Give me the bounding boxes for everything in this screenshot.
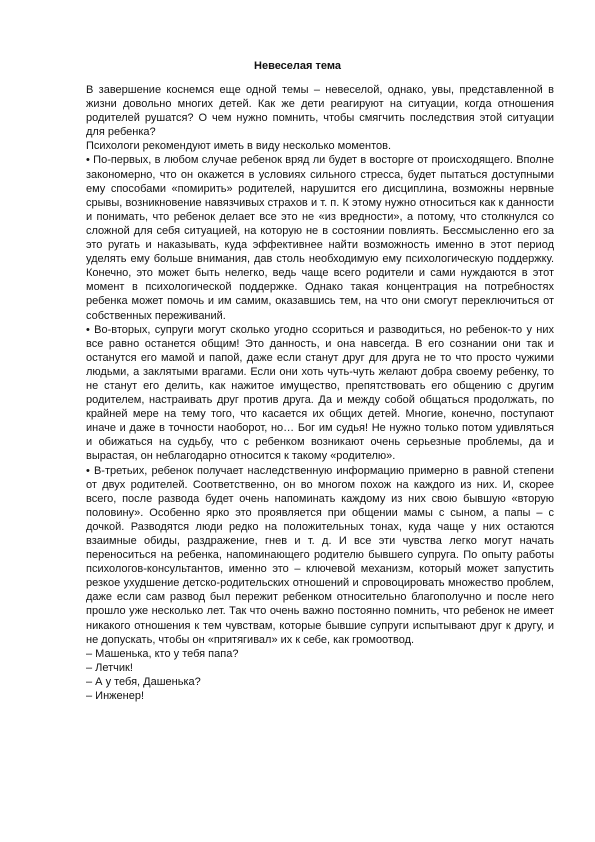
- paragraph-first-point: • По-первых, в любом случае ребенок вряд ли будет в восторге от происходящего. Вполне закономерно, что он окажется в условиях сильного стресса, будет пытаться доступными ему способами «помирить» родителей, нарушится его дисциплина, возможны нервные срывы, возникновение навязчивых страхов и т. п. К этому нужно относиться как к данности и понимать, что ребенок делает все это не «из вредности», а потому, что столкнулся со сложной для себя ситуацией, на которую не в состоянии повлиять. Бессмысленно его за это ругать и наказывать, куда эффективнее найти возможность именно в этот период уделять ему больше внимания, дав столь необходимую ему психологическую поддержку. Конечно, это может быть нелегко, ведь чаще всего родители и сами нуждаются в этот момент в психологической поддержке. Однако такая концентрация на потребностях ребенка может помочь и им самим, оказавшись тем, на что они смогут переключиться от собственных переживаний.: [86, 154, 554, 322]
- paragraph-lead: Психологи рекомендуют иметь в виду несколько моментов.: [86, 140, 392, 153]
- paragraph-second-point: • Во-вторых, супруги могут сколько угодно ссориться и разводиться, но ребенок-то у них все равно останется общим! Это данность, и она навсегда. В его сознании они так и останутся его мамой и папой, даже если станут друг для друга не то что просто чужими людьми, а заклятыми врагами. Если они хоть чуть-чуть желают добра своему ребенку, то не станут его делить, как нажитое имущество, препятствовать его общению с другим родителем, настраивать друг против друга. Да и между собой общаться продолжать, по крайней мере на тему того, что касается их общих детей. Многие, конечно, поступают иначе и даже в точности наоборот, но… Бог им судья! Не нужно только потом удивляться и обижаться на судьбу, что с ребенком возникают очень серьезные проблемы, да и вырастая, он неблагодарно относится к такому «родителю».: [86, 323, 554, 463]
- paragraph-intro: В завершение коснемся еще одной темы – невеселой, однако, увы, представленной в жизни довольно многих детей. Как же дети реагируют на ситуации, когда отношения родителей рушатся? О чем нужно помнить, чтобы смягчить последствия этой ситуации для ребенка?: [86, 84, 554, 139]
- dialogue-line: – Машенька, кто у тебя папа?: [86, 647, 239, 660]
- dialogue-line: – Инженер!: [86, 690, 144, 703]
- page-title: Невеселая тема: [254, 60, 341, 72]
- article-body: [86, 83, 554, 703]
- dialogue-line: – А у тебя, Дашенька?: [86, 675, 201, 688]
- dialogue-line: – Летчик!: [86, 661, 133, 674]
- paragraph-third-point: • В-третьих, ребенок получает наследственную информацию примерно в равной степени от двух родителей. Соответственно, он во многом похож на каждого из них. И, скорее всего, после развода будет очень напоминать каждому из них свою бывшую «вторую половину». Особенно ярко это проявляется при общении мамы с сыном, а папы – с дочкой. Разводятся люди редко на положительных тонах, куда чаще у них остаются взаимные обиды, раздражение, гнев и т. д. И все эти чувства легко могут начать переноситься на ребенка, напоминающего родителю бывшего супруга. По опыту работы психологов-консультантов, именно это – ключевой механизм, который может запустить резкое ухудшение детско-родительских отношений и спровоцировать множество проблем, даже если сам развод был пережит ребенком относительно благополучно и после него прошло уже несколько лет. Так что очень важно постоянно помнить, что ребенок не имеет никакого отношения к тем чувствам, которые бывшие супруги испытывают друг к другу, и не допускать, чтобы он «притягивал» их к себе, как громоотвод.: [86, 464, 554, 646]
- dialogue: [86, 647, 554, 703]
